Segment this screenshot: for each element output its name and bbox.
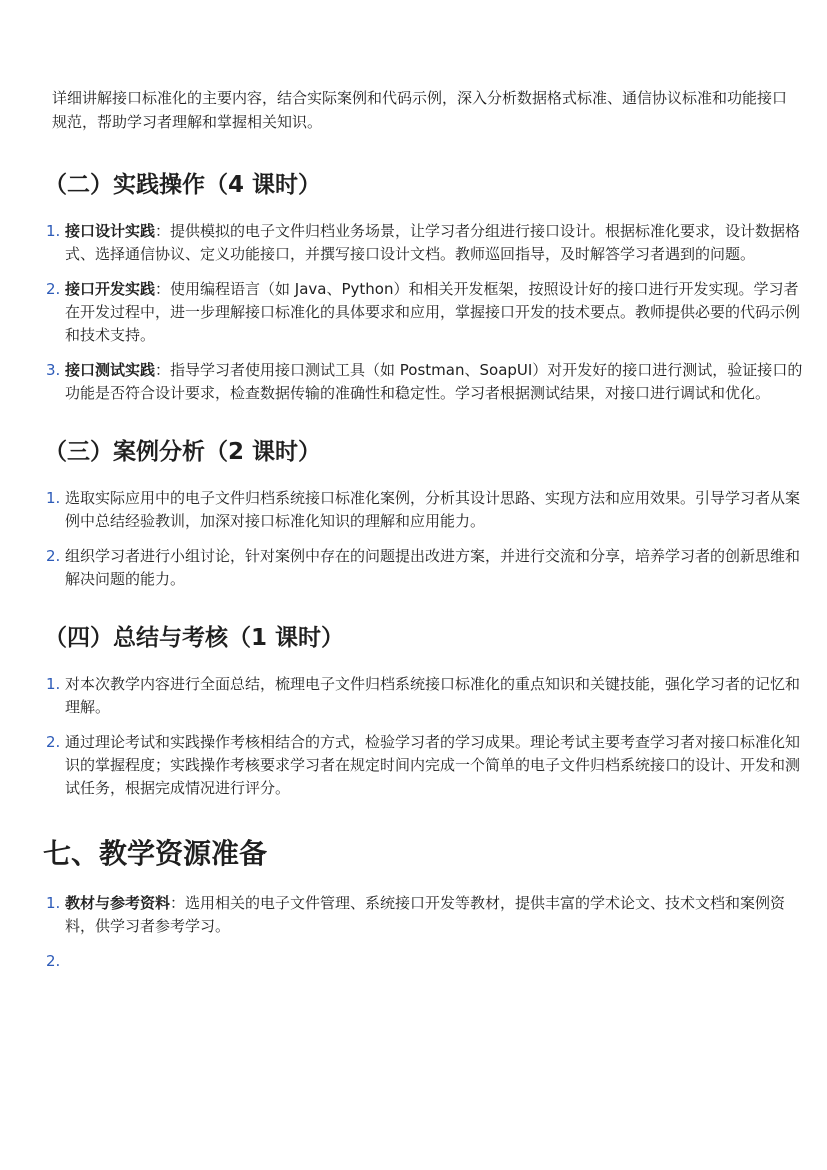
list-number: 2. — [46, 952, 61, 970]
item-text: 选取实际应用中的电子文件归档系统接口标准化案例，分析其设计思路、实现方法和应用效果。引导学习者从案例中总结经验教训，加深对接口标准化知识的理解和应用能力。 — [65, 489, 801, 530]
case-analysis-list — [46, 487, 807, 591]
list-item — [46, 487, 807, 533]
item-text: 选用相关的电子文件管理、系统接口开发等教材，提供丰富的学术论文、技术文档和案例资料，供学习者参考学习。 — [65, 894, 786, 935]
list-number: 1. — [46, 489, 61, 507]
intro-paragraph: 详细讲解接口标准化的主要内容，结合实际案例和代码示例，深入分析数据格式标准、通信协议标准和功能接口规范，帮助学习者理解和掌握相关知识。 — [52, 89, 788, 131]
list-number: 1. — [46, 675, 61, 693]
chapter-heading-resources: 七、教学资源准备 — [43, 837, 268, 870]
list-number: 1. — [46, 222, 61, 240]
list-item: 3. 接口测试实践：指导学习者使用接口测试工具（如 Postman、SoapUI）对开发好的接口进行测试，验证接口的功能是否符合设计要求，检查数据传输的准确性和稳定性。学习者根据测试结果，对接口进行调试和优化。 — [46, 361, 803, 402]
list-item — [46, 731, 807, 800]
section-heading-practice: （二）实践操作（4 课时） — [44, 172, 322, 198]
list-item: 2. 接口开发实践：使用编程语言（如 Java、Python）和相关开发框架，按照设计好的接口进行开发实现。学习者在开发过程中，进一步理解接口标准化的具体要求和应用，掌握接口开发的技术要点。教师提供必要的代码示例和技术支持。 — [46, 280, 801, 344]
resources-list — [46, 892, 807, 970]
list-number: 2. — [46, 733, 61, 751]
summary-list — [46, 673, 807, 800]
item-text: 对本次教学内容进行全面总结，梳理电子文件归档系统接口标准化的重点知识和关键技能，强化学习者的记忆和理解。 — [65, 675, 801, 716]
list-item — [46, 545, 807, 591]
section-heading-summary: （四）总结与考核（1 课时） — [44, 625, 345, 651]
list-number: 3. — [46, 361, 61, 379]
item-title: 接口开发实践 — [65, 280, 156, 298]
list-item: 1. 接口设计实践：提供模拟的电子文件归档业务场景，让学习者分组进行接口设计。根据标准化要求，设计数据格式、选择通信协议、定义功能接口，并撰写接口设计文档。教师巡回指导，及时解答学习者遇到的问题。 — [46, 222, 801, 263]
section-heading-case-analysis: （三）案例分析（2 课时） — [44, 439, 322, 465]
item-text: 通过理论考试和实践操作考核相结合的方式，检验学习者的学习成果。理论考试主要考查学习者对接口标准化知识的掌握程度；实践操作考核要求学习者在规定时间内完成一个简单的电子文件归档系统接口的设计、开发和测试任务，根据完成情况进行评分。 — [65, 733, 801, 797]
list-number: 2. — [46, 547, 61, 565]
item-text: 使用编程语言（如 Java、Python）和相关开发框架，按照设计好的接口进行开发实现。学习者在开发过程中，进一步理解接口标准化的具体要求和应用，掌握接口开发的技术要点。教师提供必要的代码示例和技术支持。 — [65, 280, 801, 344]
list-number: 2. — [46, 280, 61, 298]
practice-list — [46, 220, 807, 405]
list-item: 1. 教材与参考资料：选用相关的电子文件管理、系统接口开发等教材，提供丰富的学术论文、技术文档和案例资料，供学习者参考学习。 — [46, 894, 786, 935]
list-number: 1. — [46, 894, 61, 912]
item-text: 提供模拟的电子文件归档业务场景，让学习者分组进行接口设计。根据标准化要求，设计数据格式、选择通信协议、定义功能接口，并撰写接口设计文档。教师巡回指导，及时解答学习者遇到的问题。 — [65, 222, 801, 263]
list-item — [46, 673, 807, 719]
item-title: 接口设计实践 — [65, 222, 156, 240]
item-title: 教材与参考资料 — [65, 894, 171, 912]
item-text: 指导学习者使用接口测试工具（如 Postman、SoapUI）对开发好的接口进行测试，验证接口的功能是否符合设计要求，检查数据传输的准确性和稳定性。学习者根据测试结果，对接口进行调试和优化。 — [65, 361, 803, 402]
item-text: 组织学习者进行小组讨论，针对案例中存在的问题提出改进方案，并进行交流和分享，培养学习者的创新思维和解决问题的能力。 — [65, 547, 801, 588]
item-title: 接口测试实践 — [65, 361, 156, 379]
